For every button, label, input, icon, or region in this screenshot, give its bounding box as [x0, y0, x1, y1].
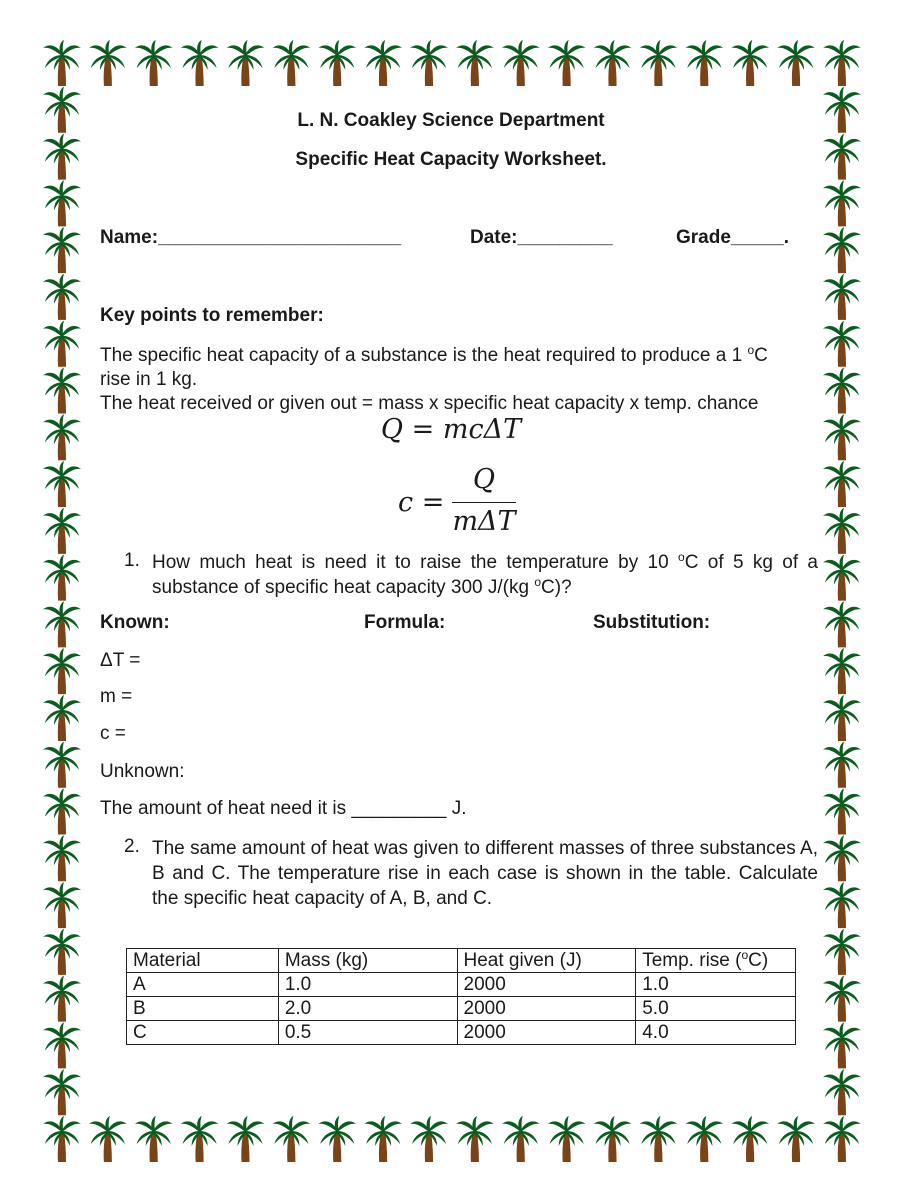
- palm-tree-icon: [364, 40, 402, 86]
- department-title: L. N. Coakley Science Department: [297, 110, 605, 131]
- palm-tree-icon: [823, 789, 861, 835]
- key-point-line-2: rise in 1 kg.: [100, 369, 198, 390]
- key-point-line-3: The heat received or given out = mass x specific heat capacity x temp. chance: [100, 393, 759, 414]
- key-point-line-1: The specific heat capacity of a substance is the heat required to produce a 1 $^o$C: [100, 343, 768, 366]
- palm-tree-icon: [181, 40, 219, 86]
- palm-tree-icon: [227, 40, 265, 86]
- palm-tree-icon: [731, 1116, 769, 1162]
- palm-tree-icon: [43, 1069, 81, 1115]
- table-cell: 1.0: [636, 973, 796, 997]
- palm-tree-icon: [364, 1116, 402, 1162]
- palm-tree-icon: [410, 40, 448, 86]
- palm-tree-icon: [43, 929, 81, 975]
- formula-heading: Formula:: [364, 612, 446, 633]
- palm-tree-icon: [823, 274, 861, 320]
- c-formula-denominator: mΔT: [452, 506, 516, 537]
- palm-tree-icon: [823, 882, 861, 928]
- palm-tree-icon: [823, 227, 861, 273]
- table-cell: 0.5: [278, 1021, 457, 1045]
- heat-formula: Q = mcΔT: [380, 414, 522, 445]
- palm-tree-icon: [823, 695, 861, 741]
- palm-tree-icon: [43, 976, 81, 1022]
- key-points-text: [100, 344, 818, 416]
- palm-tree-icon: [823, 601, 861, 647]
- palm-tree-icon: [823, 180, 861, 226]
- name-field: Name:_______________________: [100, 227, 402, 248]
- key-points-heading: Key points to remember:: [100, 305, 324, 326]
- palm-tree-icon: [823, 1022, 861, 1068]
- c-formula-numerator: Q: [472, 464, 496, 495]
- c-formula-lhs: c =: [398, 487, 445, 518]
- substitution-heading: Substitution:: [593, 612, 711, 633]
- table-cell: 4.0: [636, 1021, 796, 1045]
- palm-tree-icon: [43, 742, 81, 788]
- worksheet-title: Specific Heat Capacity Worksheet.: [295, 149, 607, 170]
- palm-tree-icon: [135, 1116, 173, 1162]
- table-cell: B: [127, 997, 279, 1021]
- table-cell: 2000: [457, 1021, 636, 1045]
- palm-tree-icon: [89, 40, 127, 86]
- palm-tree-icon: [43, 180, 81, 226]
- data-table: [126, 948, 796, 1045]
- palm-tree-icon: [43, 227, 81, 273]
- known-heading: Known:: [100, 612, 170, 633]
- palm-tree-icon: [43, 367, 81, 413]
- palm-tree-icon: [823, 835, 861, 881]
- palm-tree-icon: [43, 321, 81, 367]
- table-row: [127, 973, 796, 997]
- date-field: Date:_________: [470, 227, 613, 248]
- palm-tree-icon: [43, 1022, 81, 1068]
- fraction-bar: [452, 502, 516, 503]
- palm-tree-icon: [502, 40, 540, 86]
- table-row: [127, 1021, 796, 1045]
- header-material: Material: [127, 949, 279, 973]
- table-cell: A: [127, 973, 279, 997]
- palm-tree-icon: [272, 40, 310, 86]
- known-mass: m =: [100, 686, 133, 707]
- table-cell: 2.0: [278, 997, 457, 1021]
- palm-tree-icon: [43, 1116, 81, 1162]
- palm-tree-icon: [639, 40, 677, 86]
- palm-tree-icon: [639, 1116, 677, 1162]
- palm-tree-icon: [43, 789, 81, 835]
- table-cell: C: [127, 1021, 279, 1045]
- palm-tree-icon: [318, 40, 356, 86]
- palm-tree-icon: [823, 976, 861, 1022]
- question-2-text: The same amount of heat was given to different masses of three substances A, B and C. The temperature rise in each case is shown in the table. Calculate the specific heat capacity of A, B, and C.: [152, 838, 818, 909]
- table-header-row: [127, 949, 796, 973]
- palm-tree-icon: [777, 40, 815, 86]
- table-cell: 2000: [457, 997, 636, 1021]
- palm-tree-icon: [594, 1116, 632, 1162]
- unknown-label: Unknown:: [100, 761, 185, 782]
- palm-tree-icon: [135, 40, 173, 86]
- palm-tree-icon: [594, 40, 632, 86]
- palm-tree-icon: [823, 555, 861, 601]
- palm-tree-icon: [823, 40, 861, 86]
- palm-tree-icon: [823, 648, 861, 694]
- question-1-text: How much heat is need it to raise the temperature by 10 $^o$C of 5 kg of a substance of specific heat capacity 300 J/(kg $^o$C)?: [152, 550, 818, 598]
- palm-tree-icon: [43, 508, 81, 554]
- header-mass: Mass (kg): [278, 949, 457, 973]
- palm-tree-icon: [731, 40, 769, 86]
- table-cell: 2000: [457, 973, 636, 997]
- palm-tree-icon: [823, 929, 861, 975]
- palm-tree-icon: [823, 742, 861, 788]
- palm-tree-icon: [823, 367, 861, 413]
- question-1-number: 1.: [124, 550, 140, 571]
- known-c: c =: [100, 723, 126, 744]
- palm-tree-icon: [43, 461, 81, 507]
- palm-tree-icon: [823, 321, 861, 367]
- palm-tree-icon: [410, 1116, 448, 1162]
- palm-tree-icon: [43, 40, 81, 86]
- grade-field: Grade_____.: [676, 227, 790, 248]
- question-2-number: 2.: [124, 836, 140, 857]
- palm-tree-icon: [43, 882, 81, 928]
- palm-tree-icon: [823, 461, 861, 507]
- palm-tree-icon: [823, 1116, 861, 1162]
- answer-line: The amount of heat need it is _________ J.: [100, 798, 467, 819]
- palm-tree-icon: [43, 835, 81, 881]
- palm-tree-icon: [502, 1116, 540, 1162]
- table-cell: 1.0: [278, 973, 457, 997]
- palm-tree-icon: [318, 1116, 356, 1162]
- palm-tree-icon: [823, 508, 861, 554]
- palm-tree-icon: [823, 1069, 861, 1115]
- palm-tree-icon: [89, 1116, 127, 1162]
- palm-tree-icon: [272, 1116, 310, 1162]
- palm-tree-icon: [777, 1116, 815, 1162]
- palm-tree-icon: [43, 648, 81, 694]
- palm-tree-icon: [456, 40, 494, 86]
- known-delta-t: ΔT =: [100, 650, 141, 671]
- header-temp: Temp. rise ($^o$C): [636, 949, 796, 973]
- palm-tree-icon: [181, 1116, 219, 1162]
- palm-tree-icon: [227, 1116, 265, 1162]
- palm-tree-icon: [43, 695, 81, 741]
- palm-tree-icon: [548, 1116, 586, 1162]
- palm-tree-icon: [43, 555, 81, 601]
- palm-tree-icon: [685, 40, 723, 86]
- palm-tree-icon: [456, 1116, 494, 1162]
- header-heat: Heat given (J): [457, 949, 636, 973]
- palm-tree-icon: [685, 1116, 723, 1162]
- palm-tree-icon: [43, 274, 81, 320]
- table-cell: 5.0: [636, 997, 796, 1021]
- palm-tree-icon: [43, 601, 81, 647]
- table-row: [127, 997, 796, 1021]
- palm-tree-icon: [548, 40, 586, 86]
